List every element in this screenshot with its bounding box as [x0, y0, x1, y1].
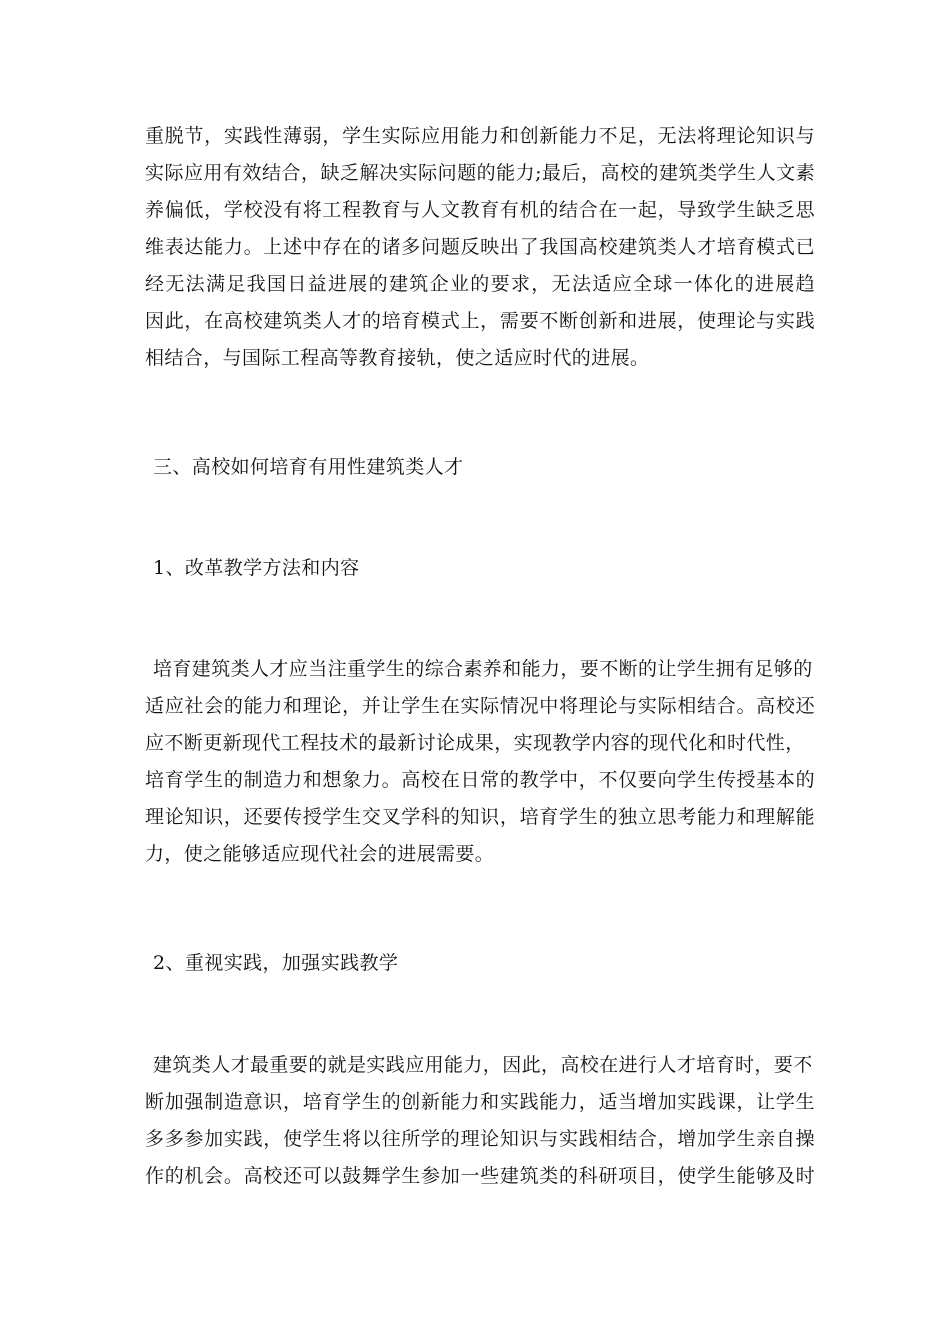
paragraph-1-line-7: 相结合，与国际工程高等教育接轨，使之适应时代的进展。	[145, 347, 650, 369]
paragraph-1-line-1: 重脱节，实践性薄弱，学生实际应用能力和创新能力不足，无法将理论知识与	[145, 125, 815, 147]
subsection-1-line-1: 培育建筑类人才应当注重学生的综合素养和能力，要不断的让学生拥有足够的	[153, 658, 813, 680]
subsection-1-line-2: 适应社会的能力和理论，并让学生在实际情况中将理论与实际相结合。高校还	[145, 695, 815, 717]
subsection-2-line-4: 作的机会。高校还可以鼓舞学生参加一些建筑类的科研项目，使学生能够及时	[145, 1165, 815, 1187]
section-3-title: 三、高校如何培育有用性建筑类人才	[153, 456, 464, 478]
subsection-2-title: 2、重视实践，加强实践教学	[153, 952, 399, 974]
paragraph-1-line-2: 实际应用有效结合，缺乏解决实际问题的能力;最后，高校的建筑类学生人文素	[145, 162, 815, 184]
paragraph-1-line-5: 经无法满足我国日益进展的建筑企业的要求，无法适应全球一体化的进展趋	[145, 273, 815, 295]
subsection-1-line-6: 力，使之能够适应现代社会的进展需要。	[145, 843, 495, 865]
subsection-1-title: 1、改革教学方法和内容	[153, 557, 360, 579]
subsection-2-line-1: 建筑类人才最重要的就是实践应用能力，因此，高校在进行人才培育时，要不	[153, 1054, 813, 1076]
subsection-1-line-5: 理论知识，还要传授学生交叉学科的知识，培育学生的独立思考能力和理解能	[145, 806, 815, 828]
subsection-1-line-3: 应不断更新现代工程技术的最新讨论成果，实现教学内容的现代化和时代性，	[145, 732, 805, 754]
subsection-2-line-2: 断加强制造意识，培育学生的创新能力和实践能力，适当增加实践课，让学生	[145, 1091, 815, 1113]
paragraph-1-line-3: 养偏低，学校没有将工程教育与人文教育有机的结合在一起，导致学生缺乏思	[145, 199, 815, 221]
subsection-1-line-4: 培育学生的制造力和想象力。高校在日常的教学中，不仅要向学生传授基本的	[145, 769, 815, 791]
subsection-2-line-3: 多多参加实践，使学生将以往所学的理论知识与实践相结合，增加学生亲自操	[145, 1128, 815, 1150]
paragraph-1-line-6: 因此，在高校建筑类人才的培育模式上，需要不断创新和进展，使理论与实践	[145, 310, 815, 332]
paragraph-1-line-4: 维表达能力。上述中存在的诸多问题反映出了我国高校建筑类人才培育模式已	[145, 236, 815, 258]
